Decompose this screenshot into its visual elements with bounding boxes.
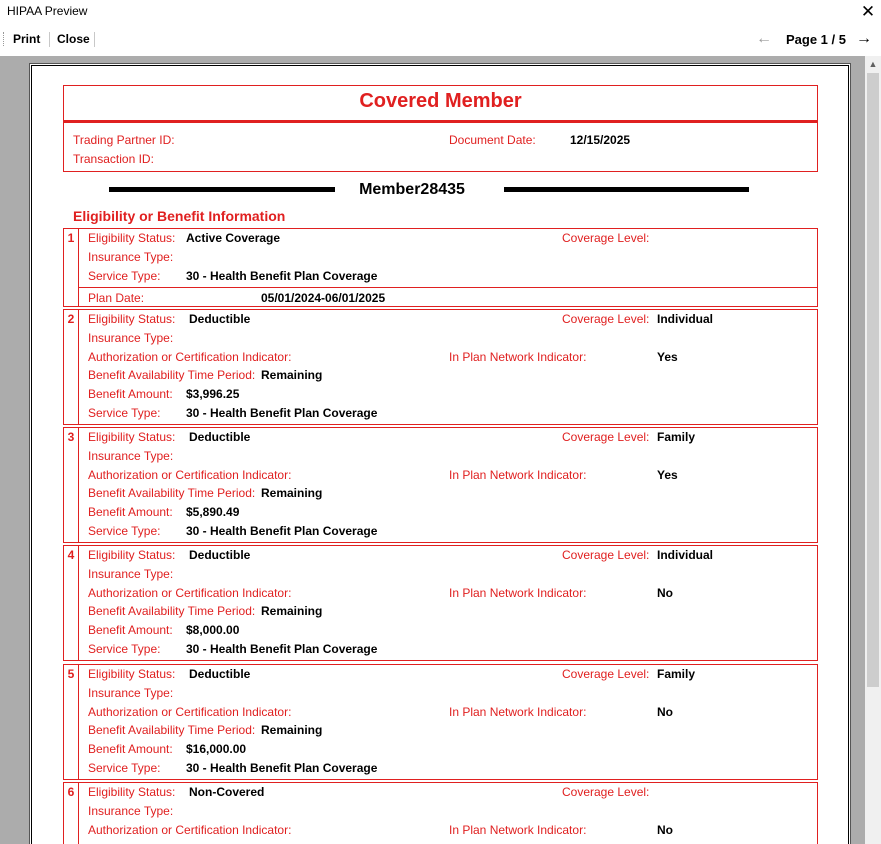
toolbar-grip[interactable]	[3, 32, 6, 46]
document-header-box	[63, 85, 818, 172]
document-date-value: 12/15/2025	[570, 133, 631, 147]
authorization-indicator-label: Authorization or Certification Indicator:	[88, 823, 292, 837]
service-type-label: Service Type:	[88, 406, 161, 420]
member-name: Member28435	[359, 181, 465, 198]
benefit-record	[63, 427, 818, 543]
page-indicator: Page 1 / 5	[786, 32, 846, 47]
plan-date-value: 05/01/2024-06/01/2025	[261, 291, 386, 305]
record-number: 2	[64, 310, 79, 424]
in-plan-network-label: In Plan Network Indicator:	[449, 350, 587, 364]
in-plan-network-label: In Plan Network Indicator:	[449, 586, 587, 600]
insurance-type-label: Insurance Type:	[88, 567, 174, 581]
document-title: Covered Member	[359, 90, 522, 112]
service-type-value: 30 - Health Benefit Plan Coverage	[186, 642, 378, 656]
benefit-amount-value: $8,000.00	[186, 623, 240, 637]
coverage-level-label: Coverage Level:	[562, 667, 650, 681]
member-right-rule	[504, 187, 749, 192]
benefit-amount-label: Benefit Amount:	[88, 623, 173, 637]
benefit-record	[63, 309, 818, 425]
benefit-record	[63, 545, 818, 661]
in-plan-network-label: In Plan Network Indicator:	[449, 705, 587, 719]
in-plan-network-label: In Plan Network Indicator:	[449, 823, 587, 837]
authorization-indicator-label: Authorization or Certification Indicator:	[88, 586, 292, 600]
trading-partner-label: Trading Partner ID:	[73, 133, 175, 147]
document-page	[31, 65, 849, 844]
record-number: 6	[64, 783, 79, 844]
transaction-id-label: Transaction ID:	[73, 152, 154, 166]
previous-page-arrow-icon[interactable]: ←	[756, 30, 772, 47]
header-divider	[64, 120, 817, 123]
next-page-arrow-icon[interactable]: →	[856, 30, 872, 47]
coverage-level-label: Coverage Level:	[562, 312, 650, 326]
eligibility-status-label: Eligibility Status:	[88, 312, 176, 326]
service-type-value: 30 - Health Benefit Plan Coverage	[186, 761, 378, 775]
scroll-up-arrow-icon[interactable]: ▲	[868, 59, 878, 69]
benefit-time-period-value: Remaining	[261, 604, 323, 618]
service-type-value: 30 - Health Benefit Plan Coverage	[186, 406, 378, 420]
eligibility-status-value: Deductible	[189, 430, 251, 444]
insurance-type-label: Insurance Type:	[88, 449, 174, 463]
benefit-amount-value: $16,000.00	[186, 742, 247, 756]
coverage-level-value: Family	[657, 667, 696, 681]
benefit-time-period-value: Remaining	[261, 486, 323, 500]
benefit-time-period-label: Benefit Availability Time Period:	[88, 604, 256, 618]
scrollbar-thumb[interactable]	[867, 73, 879, 687]
section-title: Eligibility or Benefit Information	[73, 208, 286, 224]
toolbar	[0, 24, 881, 55]
close-button[interactable]: Close	[57, 32, 90, 46]
record-number: 1	[64, 229, 79, 306]
coverage-level-label: Coverage Level:	[562, 430, 650, 444]
eligibility-status-label: Eligibility Status:	[88, 785, 176, 799]
eligibility-status-label: Eligibility Status:	[88, 231, 176, 245]
insurance-type-label: Insurance Type:	[88, 250, 174, 264]
in-plan-network-value: Yes	[657, 350, 678, 364]
eligibility-status-value: Deductible	[189, 312, 251, 326]
coverage-level-value: Individual	[657, 548, 714, 562]
in-plan-network-value: No	[657, 586, 673, 600]
in-plan-network-value: No	[657, 823, 673, 837]
service-type-value: 30 - Health Benefit Plan Coverage	[186, 269, 378, 283]
eligibility-status-label: Eligibility Status:	[88, 430, 176, 444]
benefit-amount-label: Benefit Amount:	[88, 387, 173, 401]
eligibility-status-value: Deductible	[189, 548, 251, 562]
toolbar-separator	[49, 32, 50, 47]
benefit-record	[63, 228, 818, 307]
insurance-type-label: Insurance Type:	[88, 686, 174, 700]
preview-viewport[interactable]	[0, 56, 865, 844]
benefit-time-period-value: Remaining	[261, 723, 323, 737]
service-type-label: Service Type:	[88, 642, 161, 656]
authorization-indicator-label: Authorization or Certification Indicator:	[88, 468, 292, 482]
benefit-time-period-value: Remaining	[261, 368, 323, 382]
record-number: 5	[64, 665, 79, 779]
benefit-time-period-label: Benefit Availability Time Period:	[88, 486, 256, 500]
in-plan-network-value: Yes	[657, 468, 678, 482]
service-type-value: 30 - Health Benefit Plan Coverage	[186, 524, 378, 538]
window-titlebar	[0, 0, 881, 24]
vertical-scrollbar[interactable]	[865, 56, 881, 844]
in-plan-network-value: No	[657, 705, 673, 719]
toolbar-separator	[94, 32, 95, 47]
service-type-label: Service Type:	[88, 524, 161, 538]
eligibility-status-label: Eligibility Status:	[88, 548, 176, 562]
record-number: 4	[64, 546, 79, 660]
eligibility-status-value: Deductible	[189, 667, 251, 681]
authorization-indicator-label: Authorization or Certification Indicator:	[88, 350, 292, 364]
eligibility-status-label: Eligibility Status:	[88, 667, 176, 681]
eligibility-status-value: Non-Covered	[189, 785, 265, 799]
benefit-amount-label: Benefit Amount:	[88, 505, 173, 519]
benefit-amount-value: $3,996.25	[186, 387, 240, 401]
benefit-record	[63, 782, 818, 844]
authorization-indicator-label: Authorization or Certification Indicator:	[88, 705, 292, 719]
service-type-label: Service Type:	[88, 269, 161, 283]
service-type-label: Service Type:	[88, 761, 161, 775]
in-plan-network-label: In Plan Network Indicator:	[449, 468, 587, 482]
coverage-level-label: Coverage Level:	[562, 785, 650, 799]
member-left-rule	[109, 187, 335, 192]
print-button[interactable]: Print	[13, 32, 41, 46]
coverage-level-label: Coverage Level:	[562, 548, 650, 562]
document-date-label: Document Date:	[449, 133, 536, 147]
coverage-level-value: Family	[657, 430, 696, 444]
record-number: 3	[64, 428, 79, 542]
eligibility-status-value: Active Coverage	[186, 231, 281, 245]
benefit-time-period-label: Benefit Availability Time Period:	[88, 723, 256, 737]
insurance-type-label: Insurance Type:	[88, 804, 174, 818]
coverage-level-label: Coverage Level:	[562, 231, 650, 245]
benefit-time-period-label: Benefit Availability Time Period:	[88, 368, 256, 382]
insurance-type-label: Insurance Type:	[88, 331, 174, 345]
benefit-record	[63, 664, 818, 780]
plan-date-divider	[78, 287, 817, 288]
benefit-amount-value: $5,890.49	[186, 505, 240, 519]
coverage-level-value: Individual	[657, 312, 714, 326]
window-title: HIPAA Preview	[7, 4, 88, 18]
benefit-amount-label: Benefit Amount:	[88, 742, 173, 756]
window-close-icon[interactable]: ✕	[860, 2, 876, 21]
plan-date-label: Plan Date:	[88, 291, 145, 305]
